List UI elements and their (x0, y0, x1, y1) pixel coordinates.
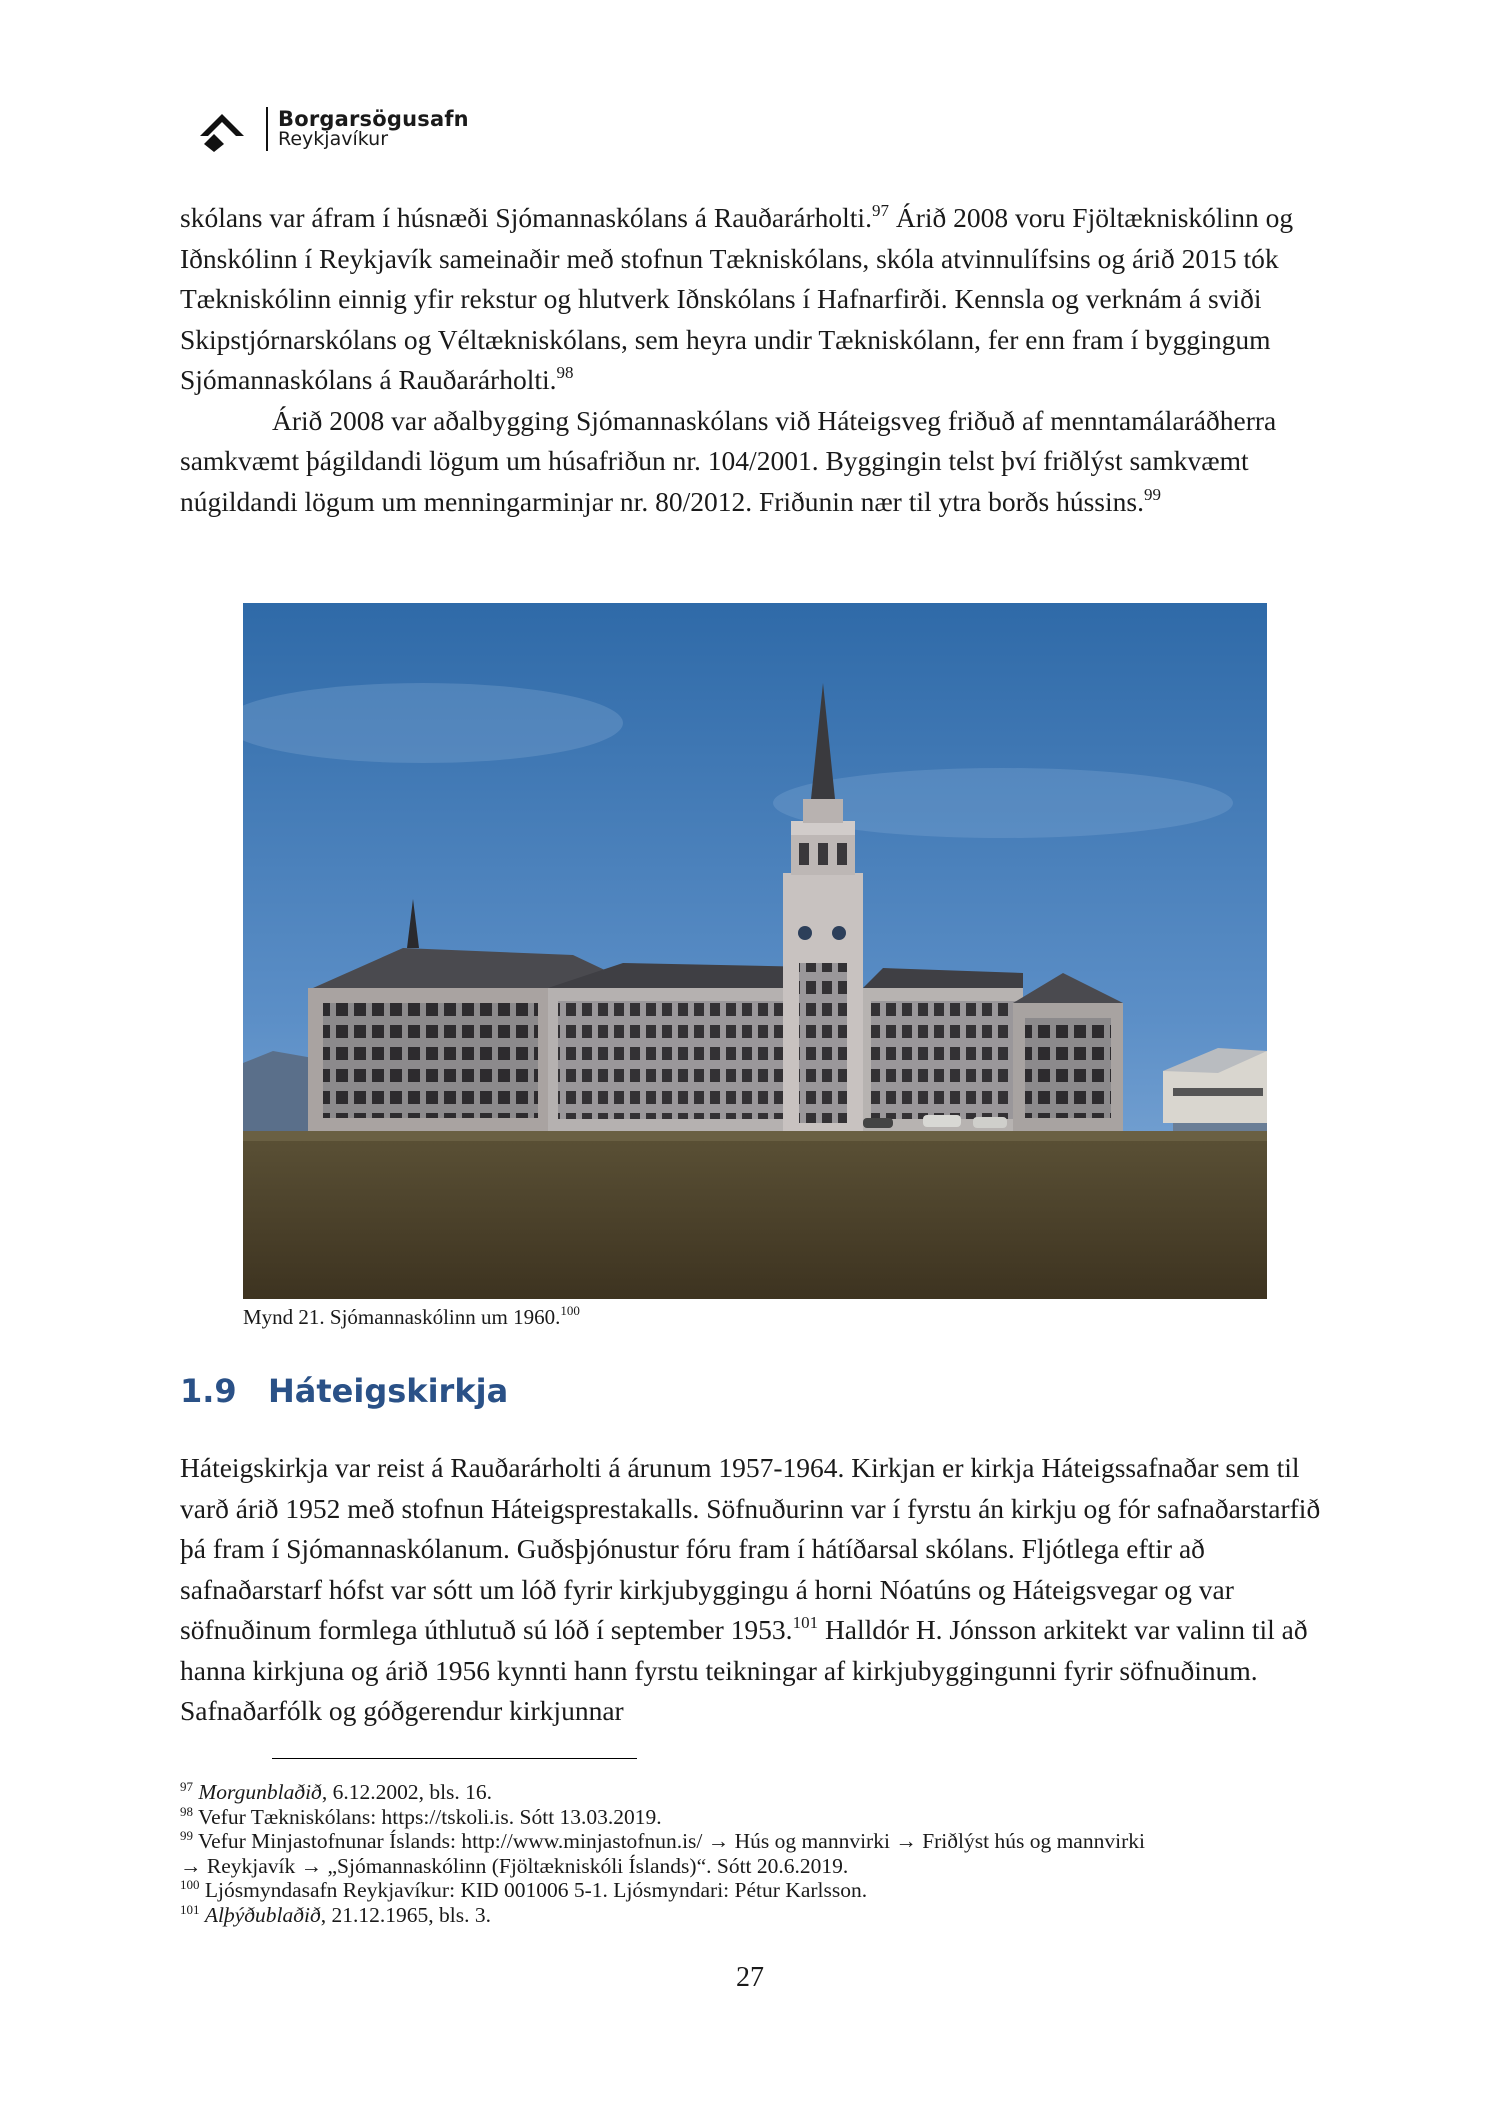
section-number: 1.9 (180, 1372, 237, 1410)
photo-sjomannaskolinn (243, 603, 1267, 1299)
footnote-separator (272, 1758, 637, 1759)
body-top (180, 198, 1330, 522)
logo-divider (266, 107, 268, 151)
footnote-ref[interactable]: 98 (556, 363, 574, 382)
arrow-icon: → (180, 1853, 202, 1878)
footnote-ref[interactable]: 100 (560, 1303, 580, 1318)
figure-caption: Mynd 21. Sjómannaskólinn um 1960.$^{100}$ (243, 1303, 580, 1329)
section-title: Háteigskirkja (268, 1372, 509, 1410)
body-bottom (180, 1448, 1330, 1732)
logo-title: Borgarsögusafn (278, 107, 469, 131)
footnote-98: $^{98}$ Vefur Tækniskólans: https://tskoli.is. Sótt 13.03.2019. (180, 1803, 662, 1829)
paragraph-2: Árið 2008 var aðalbygging Sjómannaskólans við Háteigsveg friðuð af menntamálaráðherra samkvæmt þágildandi lögum um húsafriðun nr. 104/2001. Byggingin telst því friðlýst samkvæmt núgildandi lögum um menningarminjar nr. 80/2012. Friðunin nær til ytra borðs hússins.$^{99}$ (180, 404, 1277, 517)
borgarsogusafn-logo-icon (196, 106, 258, 152)
arrow-icon: → (895, 1829, 917, 1853)
section-heading (180, 1372, 508, 1410)
paragraph-3: Háteigskirkja var reist á Rauðarárholti á árunum 1957-1964. Kirkjan er kirkja Háteigssafnaðar sem til varð árið 1952 með stofnun Háteigsprestakalls. Söfnuðurinn var í fyrstu án kirkju og fór safnaðarstarfið þá fram í Sjómannaskólanum. Guðsþjónustur fóru fram í hátíðarsal skólans. Fljótlega eftir að safnaðarstarf hófst var sótt um lóð fyrir kirkjubyggingu á horni Nóatúns og Háteigsvegar og var söfnuðinum formlega úthlutuð sú lóð í september 1953.$^{101}$ Halldór H. Jónsson arkitekt var valinn til að hanna kirkjuna og árið 1956 kynnti hann fyrstu teikningar af kirkjubyggingunni fyrir söfnuðinum. Safnaðarfólk og góðgerendur kirkjunnar (180, 1452, 1321, 1726)
footnote-97: $^{97}$ Morgunblaðið, 6.12.2002, bls. 16. (180, 1779, 493, 1804)
logo (196, 106, 469, 152)
footnote-ref[interactable]: 101 (792, 1613, 819, 1632)
paragraph-1: skólans var áfram í húsnæði Sjómannaskólans á Rauðarárholti.$^{97}$ Árið 2008 voru Fjöltækniskólinn og Iðnskólinn í Reykjavík sameinaðir með stofnun Tækniskólans, skóla atvinnulífsins og árið 2015 tók Tækniskólinn einnig yfir rekstur og hlutverk Iðnskólans í Hafnarfirði. Kennsla og verknám á sviði Skipstjórnarskólans og Véltækniskólans, sem heyra undir Tækniskólann, fer enn fram í byggingum Sjómannaskólans á Rauðarárholti.$^{98}$ (180, 201, 1294, 395)
arrow-icon: → (707, 1829, 730, 1853)
building-photo (243, 603, 1267, 1299)
footnote-101: $^{101}$ Alþýðublaðið, 21.12.1965, bls. 3. (180, 1901, 491, 1927)
footnotes (180, 1780, 1350, 1927)
footnote-100: $^{100}$ Ljósmyndasafn Reykjavíkur: KID 001006 5-1. Ljósmyndari: Pétur Karlsson. (180, 1877, 868, 1902)
page-number: 27 (736, 1962, 764, 1993)
footnote-99: $^{99}$ Vefur Minjastofnunar Íslands: http://www.minjastofnun.is/ → Hús og mannvirki → Friðlýst hús og mannvirki → Reykjavík → „Sjómannaskólinn (Fjöltækniskóli Íslands)“. Sótt 20.6.2019. (180, 1828, 1145, 1878)
footnote-ref[interactable]: 99 (1143, 484, 1161, 504)
logo-subtitle: Reykjavíkur (278, 128, 389, 151)
arrow-icon: → (300, 1853, 323, 1878)
footnote-ref[interactable]: 97 (871, 201, 889, 220)
